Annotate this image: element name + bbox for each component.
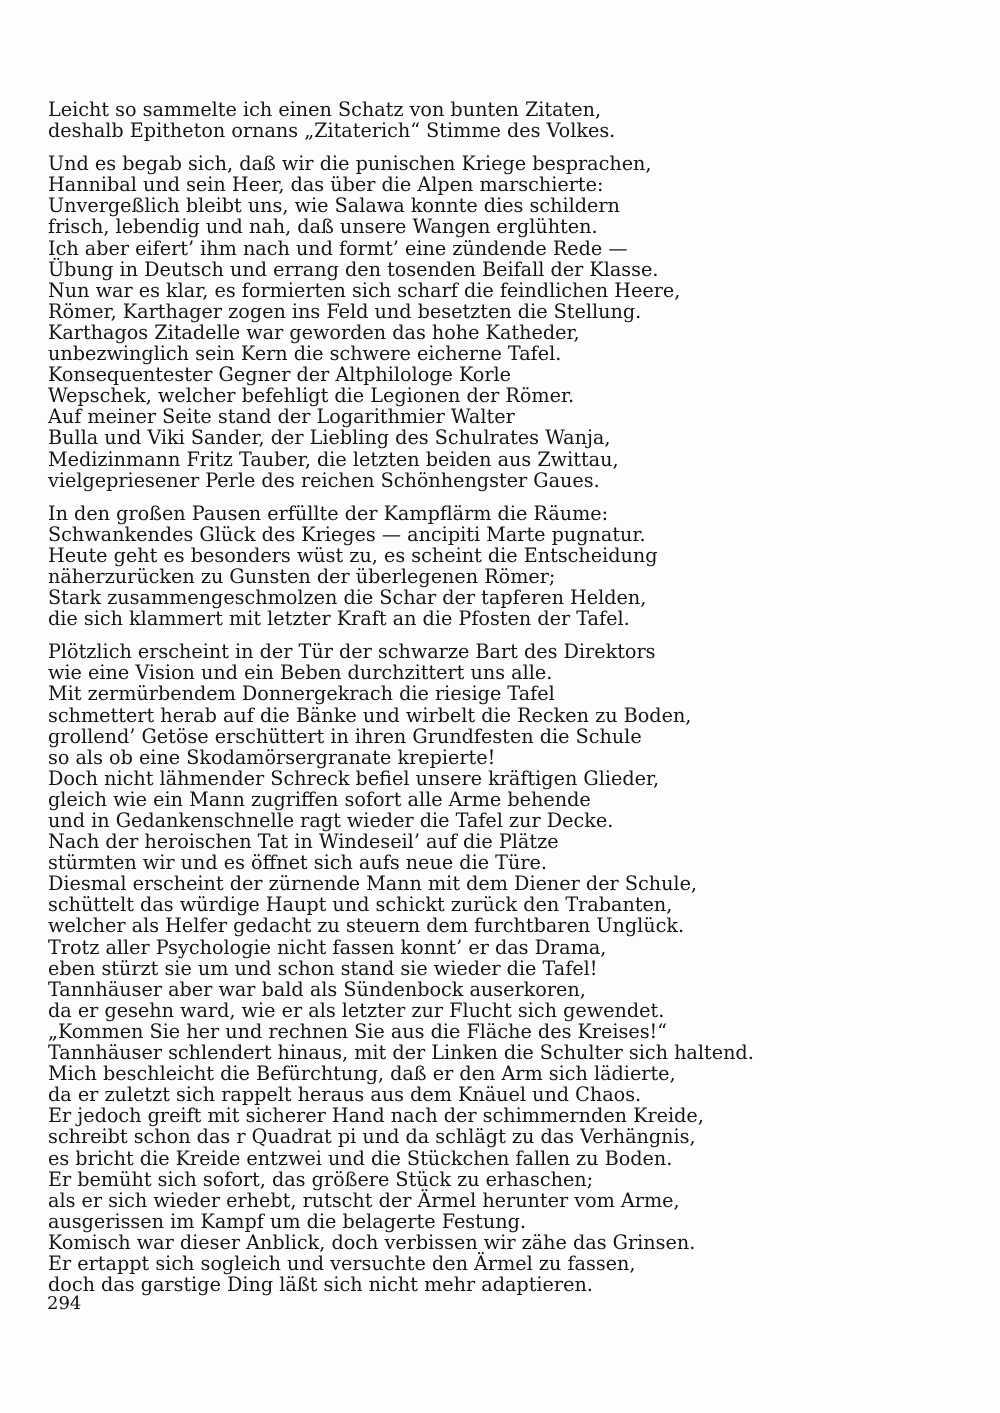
verse-line: Schwankendes Glück des Krieges — ancipiti Marte pugnatur. bbox=[48, 522, 646, 546]
stanza-3 bbox=[48, 503, 948, 630]
verse-line: Plötzlich erscheint in der Tür der schwarze Bart des Direktors bbox=[48, 640, 656, 664]
verse-line: Konsequentester Gegner der Altphilologe Korle bbox=[48, 363, 512, 387]
verse-line: Römer, Karthager zogen ins Feld und besetzten die Stellung. bbox=[48, 299, 642, 323]
verse-line: Nach der heroischen Tat in Windeseil’ auf die Plätze bbox=[48, 830, 559, 854]
verse-line: gleich wie ein Mann zugriffen sofort alle Arme behende bbox=[48, 787, 591, 811]
verse-line: Auf meiner Seite stand der Logarithmier Walter bbox=[48, 405, 515, 429]
verse-line: Komisch war dieser Anblick, doch verbissen wir zähe das Grinsen. bbox=[48, 1230, 696, 1254]
verse-line: Er bemüht sich sofort, das größere Stück zu erhaschen; bbox=[48, 1167, 594, 1191]
verse-line: Stark zusammengeschmolzen die Schar der tapferen Helden, bbox=[48, 586, 647, 610]
stanza-1 bbox=[48, 99, 948, 141]
verse-line: grollend’ Getöse erschüttert in ihren Grundfesten die Schule bbox=[48, 724, 642, 748]
verse-line: In den großen Pausen erfüllte der Kampflärm die Räume: bbox=[48, 501, 609, 525]
verse-line: Karthagos Zitadelle war geworden das hohe Katheder, bbox=[48, 320, 580, 344]
verse-line: Ich aber eifert’ ihm nach und formt’ eine zündende Rede — bbox=[48, 236, 628, 260]
verse-line: Diesmal erscheint der zürnende Mann mit dem Diener der Schule, bbox=[48, 872, 698, 896]
verse-line: Bulla und Viki Sander, der Liebling des Schulrates Wanja, bbox=[48, 426, 611, 450]
verse-line: und in Gedankenschnelle ragt wieder die Tafel zur Decke. bbox=[48, 809, 614, 832]
verse-line: es bricht die Kreide entzwei und die Stückchen fallen zu Boden. bbox=[48, 1146, 673, 1170]
verse-line: Mich beschleicht die Befürchtung, daß er den Arm sich lädierte, bbox=[48, 1062, 676, 1086]
page-number: 294 bbox=[47, 1293, 82, 1314]
verse-line: Trotz aller Psychologie nicht fassen konnt’ er das Drama, bbox=[48, 935, 607, 959]
verse-line: eben stürzt sie um und schon stand sie wieder die Tafel! bbox=[48, 956, 598, 980]
verse-line: Unvergeßlich bleibt uns, wie Salawa konnte dies schildern bbox=[48, 194, 620, 218]
verse-line: Leicht so sammelte ich einen Schatz von bunten Zitaten, bbox=[48, 98, 602, 121]
verse-line: da er gesehn ward, wie er als letzter zur Flucht sich gewendet. bbox=[48, 998, 665, 1022]
verse-line: Tannhäuser aber war bald als Sündenbock auserkoren, bbox=[48, 977, 586, 1001]
verse-line: Und es begab sich, daß wir die punischen Kriege besprachen, bbox=[48, 152, 652, 176]
verse-line: ausgerissen im Kampf um die belagerte Festung. bbox=[48, 1209, 526, 1233]
verse-line: die sich klammert mit letzter Kraft an die Pfosten der Tafel. bbox=[48, 607, 630, 631]
verse-line: deshalb Epitheton ornans „Zitaterich“ Stimme des Volkes. bbox=[48, 119, 616, 143]
verse-line: Nun war es klar, es formierten sich scharf die feindlichen Heere, bbox=[48, 278, 681, 302]
verse-line: Er ertappt sich sogleich und versuchte den Ärmel zu fassen, bbox=[48, 1251, 636, 1275]
verse-line: Hannibal und sein Heer, das über die Alpen marschierte: bbox=[48, 173, 604, 197]
verse-line: frisch, lebendig und nah, daß unsere Wangen erglühten. bbox=[48, 215, 598, 239]
verse-line: „Kommen Sie her und rechnen Sie aus die Fläche des Kreises!“ bbox=[48, 1019, 668, 1043]
verse-line: wie eine Vision und ein Beben durchzittert uns alle. bbox=[48, 661, 553, 685]
verse-line: als er sich wieder erhebt, rutscht der Ärmel herunter vom Arme, bbox=[48, 1188, 680, 1212]
verse-line: stürmten wir und es öffnet sich aufs neue die Türe. bbox=[48, 851, 547, 875]
verse-line: Übung in Deutsch und errang den tosenden Beifall der Klasse. bbox=[48, 257, 659, 281]
verse-line: unbezwinglich sein Kern die schwere eicherne Tafel. bbox=[48, 342, 562, 366]
verse-line: vielgepriesener Perle des reichen Schönhengster Gaues. bbox=[48, 468, 600, 492]
verse-line: Tannhäuser schlendert hinaus, mit der Linken die Schulter sich haltend. bbox=[48, 1041, 754, 1065]
poem-text bbox=[48, 99, 948, 1307]
verse-line: schmettert herab auf die Bänke und wirbelt die Recken zu Boden, bbox=[48, 703, 692, 727]
verse-line: welcher als Helfer gedacht zu steuern dem furchtbaren Unglück. bbox=[48, 914, 685, 938]
stanza-2 bbox=[48, 153, 948, 491]
verse-line: schüttelt das würdige Haupt und schickt zurück den Trabanten, bbox=[48, 893, 673, 917]
verse-line: Medizinmann Fritz Tauber, die letzten beiden aus Zwittau, bbox=[48, 447, 619, 471]
verse-line: da er zuletzt sich rappelt heraus aus dem Knäuel und Chaos. bbox=[48, 1083, 642, 1107]
verse-line: Er jedoch greift mit sicherer Hand nach der schimmernden Kreide, bbox=[48, 1104, 704, 1128]
verse-line: so als ob eine Skodamörsergranate krepierte! bbox=[48, 745, 496, 769]
stanza-4 bbox=[48, 641, 948, 1295]
verse-line: näherzurücken zu Gunsten der überlegenen Römer; bbox=[48, 564, 556, 588]
verse-line: Wepschek, welcher befehligt die Legionen der Römer. bbox=[48, 384, 575, 408]
verse-line: doch das garstige Ding läßt sich nicht mehr adaptieren. bbox=[48, 1273, 593, 1297]
verse-line: Doch nicht lähmender Schreck befiel unsere kräftigen Glieder, bbox=[48, 766, 660, 790]
verse-line: schreibt schon das r Quadrat pi und da schlägt zu das Verhängnis, bbox=[48, 1125, 696, 1149]
verse-line: Heute geht es besonders wüst zu, es scheint die Entscheidung bbox=[48, 543, 658, 567]
verse-line: Mit zermürbendem Donnergekrach die riesige Tafel bbox=[48, 682, 555, 706]
